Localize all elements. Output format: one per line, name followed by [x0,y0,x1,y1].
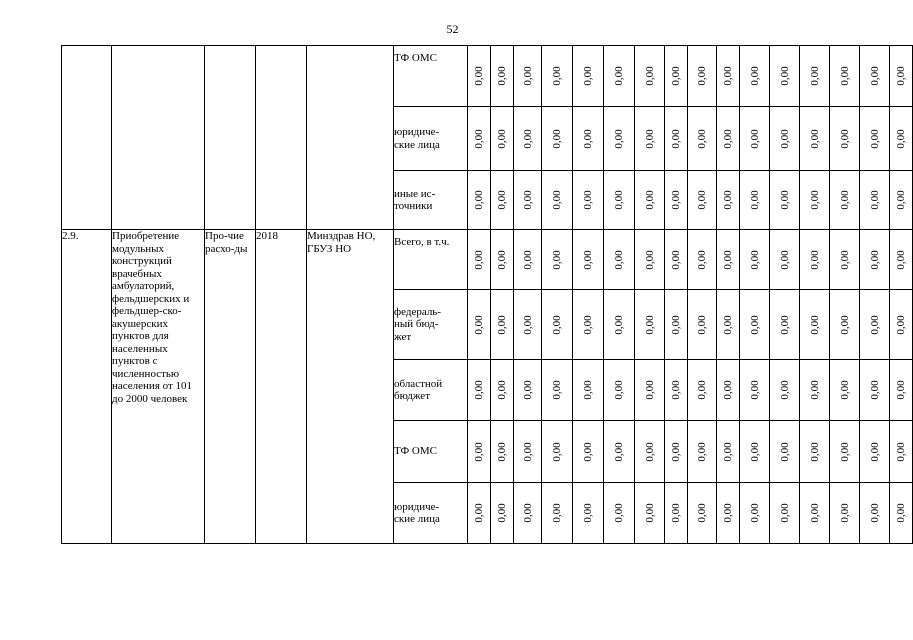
value-cell: 0,00 [890,360,913,421]
value-cell: 0,00 [688,46,717,107]
value-cell: 0,00 [542,360,573,421]
empty-cell [205,46,256,230]
table-row [62,46,913,107]
value-cell: 0,00 [665,421,688,483]
value-cell: 0,00 [573,230,604,290]
empty-cell [62,46,112,230]
value-cell: 0,00 [604,46,635,107]
value-cell: 0,00 [468,421,491,483]
value-cell: 0,00 [491,230,514,290]
value-cell: 0,00 [830,171,860,230]
value-cell: 0,00 [740,107,770,171]
value-cell: 0,00 [468,230,491,290]
value-cell: 0,00 [717,483,740,544]
page-number: 52 [446,22,459,36]
value-cell: 0,00 [665,171,688,230]
value-cell: 0,00 [491,360,514,421]
value-cell: 0,00 [740,290,770,360]
value-cell: 0,00 [542,107,573,171]
value-cell: 0,00 [688,360,717,421]
value-cell: 0,00 [491,46,514,107]
source-cell: областной бюджет [394,360,468,421]
item-name: Приобретение модульных конструкций врачебных амбулаторий, фельдшерских и фельдшер-ско-акушерских пунктов для населенных пунктов с численностью населения от 101 до 2000 человек [112,230,205,544]
value-cell: 0,00 [542,421,573,483]
value-cell: 0,00 [770,290,800,360]
value-cell: 0,00 [688,230,717,290]
value-cell: 0,00 [740,46,770,107]
value-cell: 0,00 [770,483,800,544]
value-cell: 0,00 [573,107,604,171]
value-cell: 0,00 [688,107,717,171]
value-cell: 0,00 [770,360,800,421]
value-cell: 0,00 [514,46,542,107]
value-cell: 0,00 [468,46,491,107]
value-cell: 0,00 [830,230,860,290]
value-cell: 0,00 [890,107,913,171]
value-cell: 0,00 [830,483,860,544]
value-cell: 0,00 [860,483,890,544]
value-cell: 0,00 [635,230,665,290]
value-cell: 0,00 [830,360,860,421]
value-cell: 0,00 [604,107,635,171]
value-cell: 0,00 [830,290,860,360]
value-cell: 0,00 [665,360,688,421]
value-cell: 0,00 [468,360,491,421]
value-cell: 0,00 [890,421,913,483]
value-cell: 0,00 [542,171,573,230]
value-cell: 0,00 [688,290,717,360]
value-cell: 0,00 [491,171,514,230]
value-cell: 0,00 [635,171,665,230]
value-cell: 0,00 [635,46,665,107]
value-cell: 0,00 [830,421,860,483]
value-cell: 0,00 [740,421,770,483]
value-cell: 0,00 [514,107,542,171]
value-cell: 0,00 [468,290,491,360]
value-cell: 0,00 [604,290,635,360]
value-cell: 0,00 [604,483,635,544]
value-cell: 0,00 [688,171,717,230]
value-cell: 0,00 [717,46,740,107]
value-cell: 0,00 [717,230,740,290]
value-cell: 0,00 [468,107,491,171]
table-row [62,230,913,290]
value-cell: 0,00 [514,171,542,230]
value-cell: 0,00 [635,290,665,360]
value-cell: 0,00 [770,46,800,107]
value-cell: 0,00 [740,360,770,421]
value-cell: 0,00 [740,171,770,230]
value-cell: 0,00 [514,290,542,360]
empty-cell [112,46,205,230]
value-cell: 0,00 [665,46,688,107]
value-cell: 0,00 [830,107,860,171]
value-cell: 0,00 [740,230,770,290]
source-cell: Всего, в т.ч. [394,230,468,290]
value-cell: 0,00 [468,171,491,230]
value-cell: 0,00 [890,483,913,544]
value-cell: 0,00 [514,483,542,544]
value-cell: 0,00 [770,107,800,171]
value-cell: 0,00 [830,46,860,107]
value-cell: 0,00 [717,107,740,171]
value-cell: 0,00 [514,230,542,290]
value-cell: 0,00 [665,483,688,544]
value-cell: 0,00 [800,230,830,290]
value-cell: 0,00 [860,107,890,171]
value-cell: 0,00 [491,290,514,360]
value-cell: 0,00 [890,46,913,107]
source-cell: иные ис- точники [394,171,468,230]
value-cell: 0,00 [491,483,514,544]
source-cell: юридиче- ские лица [394,107,468,171]
value-cell: 0,00 [573,360,604,421]
value-cell: 0,00 [717,421,740,483]
value-cell: 0,00 [860,290,890,360]
value-cell: 0,00 [542,290,573,360]
value-cell: 0,00 [604,421,635,483]
value-cell: 0,00 [573,483,604,544]
empty-cell [256,46,307,230]
value-cell: 0,00 [573,290,604,360]
value-cell: 0,00 [860,230,890,290]
value-cell: 0,00 [491,421,514,483]
value-cell: 0,00 [860,360,890,421]
value-cell: 0,00 [770,230,800,290]
value-cell: 0,00 [573,421,604,483]
value-cell: 0,00 [800,46,830,107]
value-cell: 0,00 [890,230,913,290]
value-cell: 0,00 [717,290,740,360]
value-cell: 0,00 [514,360,542,421]
value-cell: 0,00 [542,230,573,290]
value-cell: 0,00 [573,171,604,230]
empty-cell [307,46,394,230]
value-cell: 0,00 [860,46,890,107]
value-cell: 0,00 [635,421,665,483]
value-cell: 0,00 [770,171,800,230]
value-cell: 0,00 [800,107,830,171]
value-cell: 0,00 [573,46,604,107]
value-cell: 0,00 [604,360,635,421]
value-cell: 0,00 [468,483,491,544]
value-cell: 0,00 [635,483,665,544]
value-cell: 0,00 [542,483,573,544]
value-cell: 0,00 [665,230,688,290]
value-cell: 0,00 [604,171,635,230]
value-cell: 0,00 [665,290,688,360]
value-cell: 0,00 [800,290,830,360]
value-cell: 0,00 [860,421,890,483]
source-cell: ТФ ОМС [394,421,468,483]
value-cell: 0,00 [604,230,635,290]
source-cell: ТФ ОМС [394,46,468,107]
value-cell: 0,00 [514,421,542,483]
value-cell: 0,00 [800,483,830,544]
value-cell: 0,00 [717,360,740,421]
value-cell: 0,00 [688,483,717,544]
value-cell: 0,00 [491,107,514,171]
value-cell: 0,00 [665,107,688,171]
value-cell: 0,00 [860,171,890,230]
value-cell: 0,00 [770,421,800,483]
value-cell: 0,00 [800,171,830,230]
source-cell: юридиче- ские лица [394,483,468,544]
item-number: 2.9. [62,230,112,544]
item-executor: Минздрав НО, ГБУЗ НО [307,230,394,544]
value-cell: 0,00 [800,421,830,483]
budget-table [61,45,913,544]
value-cell: 0,00 [717,171,740,230]
value-cell: 0,00 [635,107,665,171]
value-cell: 0,00 [635,360,665,421]
value-cell: 0,00 [800,360,830,421]
value-cell: 0,00 [890,290,913,360]
value-cell: 0,00 [740,483,770,544]
value-cell: 0,00 [688,421,717,483]
value-cell: 0,00 [890,171,913,230]
item-year: 2018 [256,230,307,544]
item-type: Про-чие расхо-ды [205,230,256,544]
source-cell: федераль- ный бюд- жет [394,290,468,360]
value-cell: 0,00 [542,46,573,107]
